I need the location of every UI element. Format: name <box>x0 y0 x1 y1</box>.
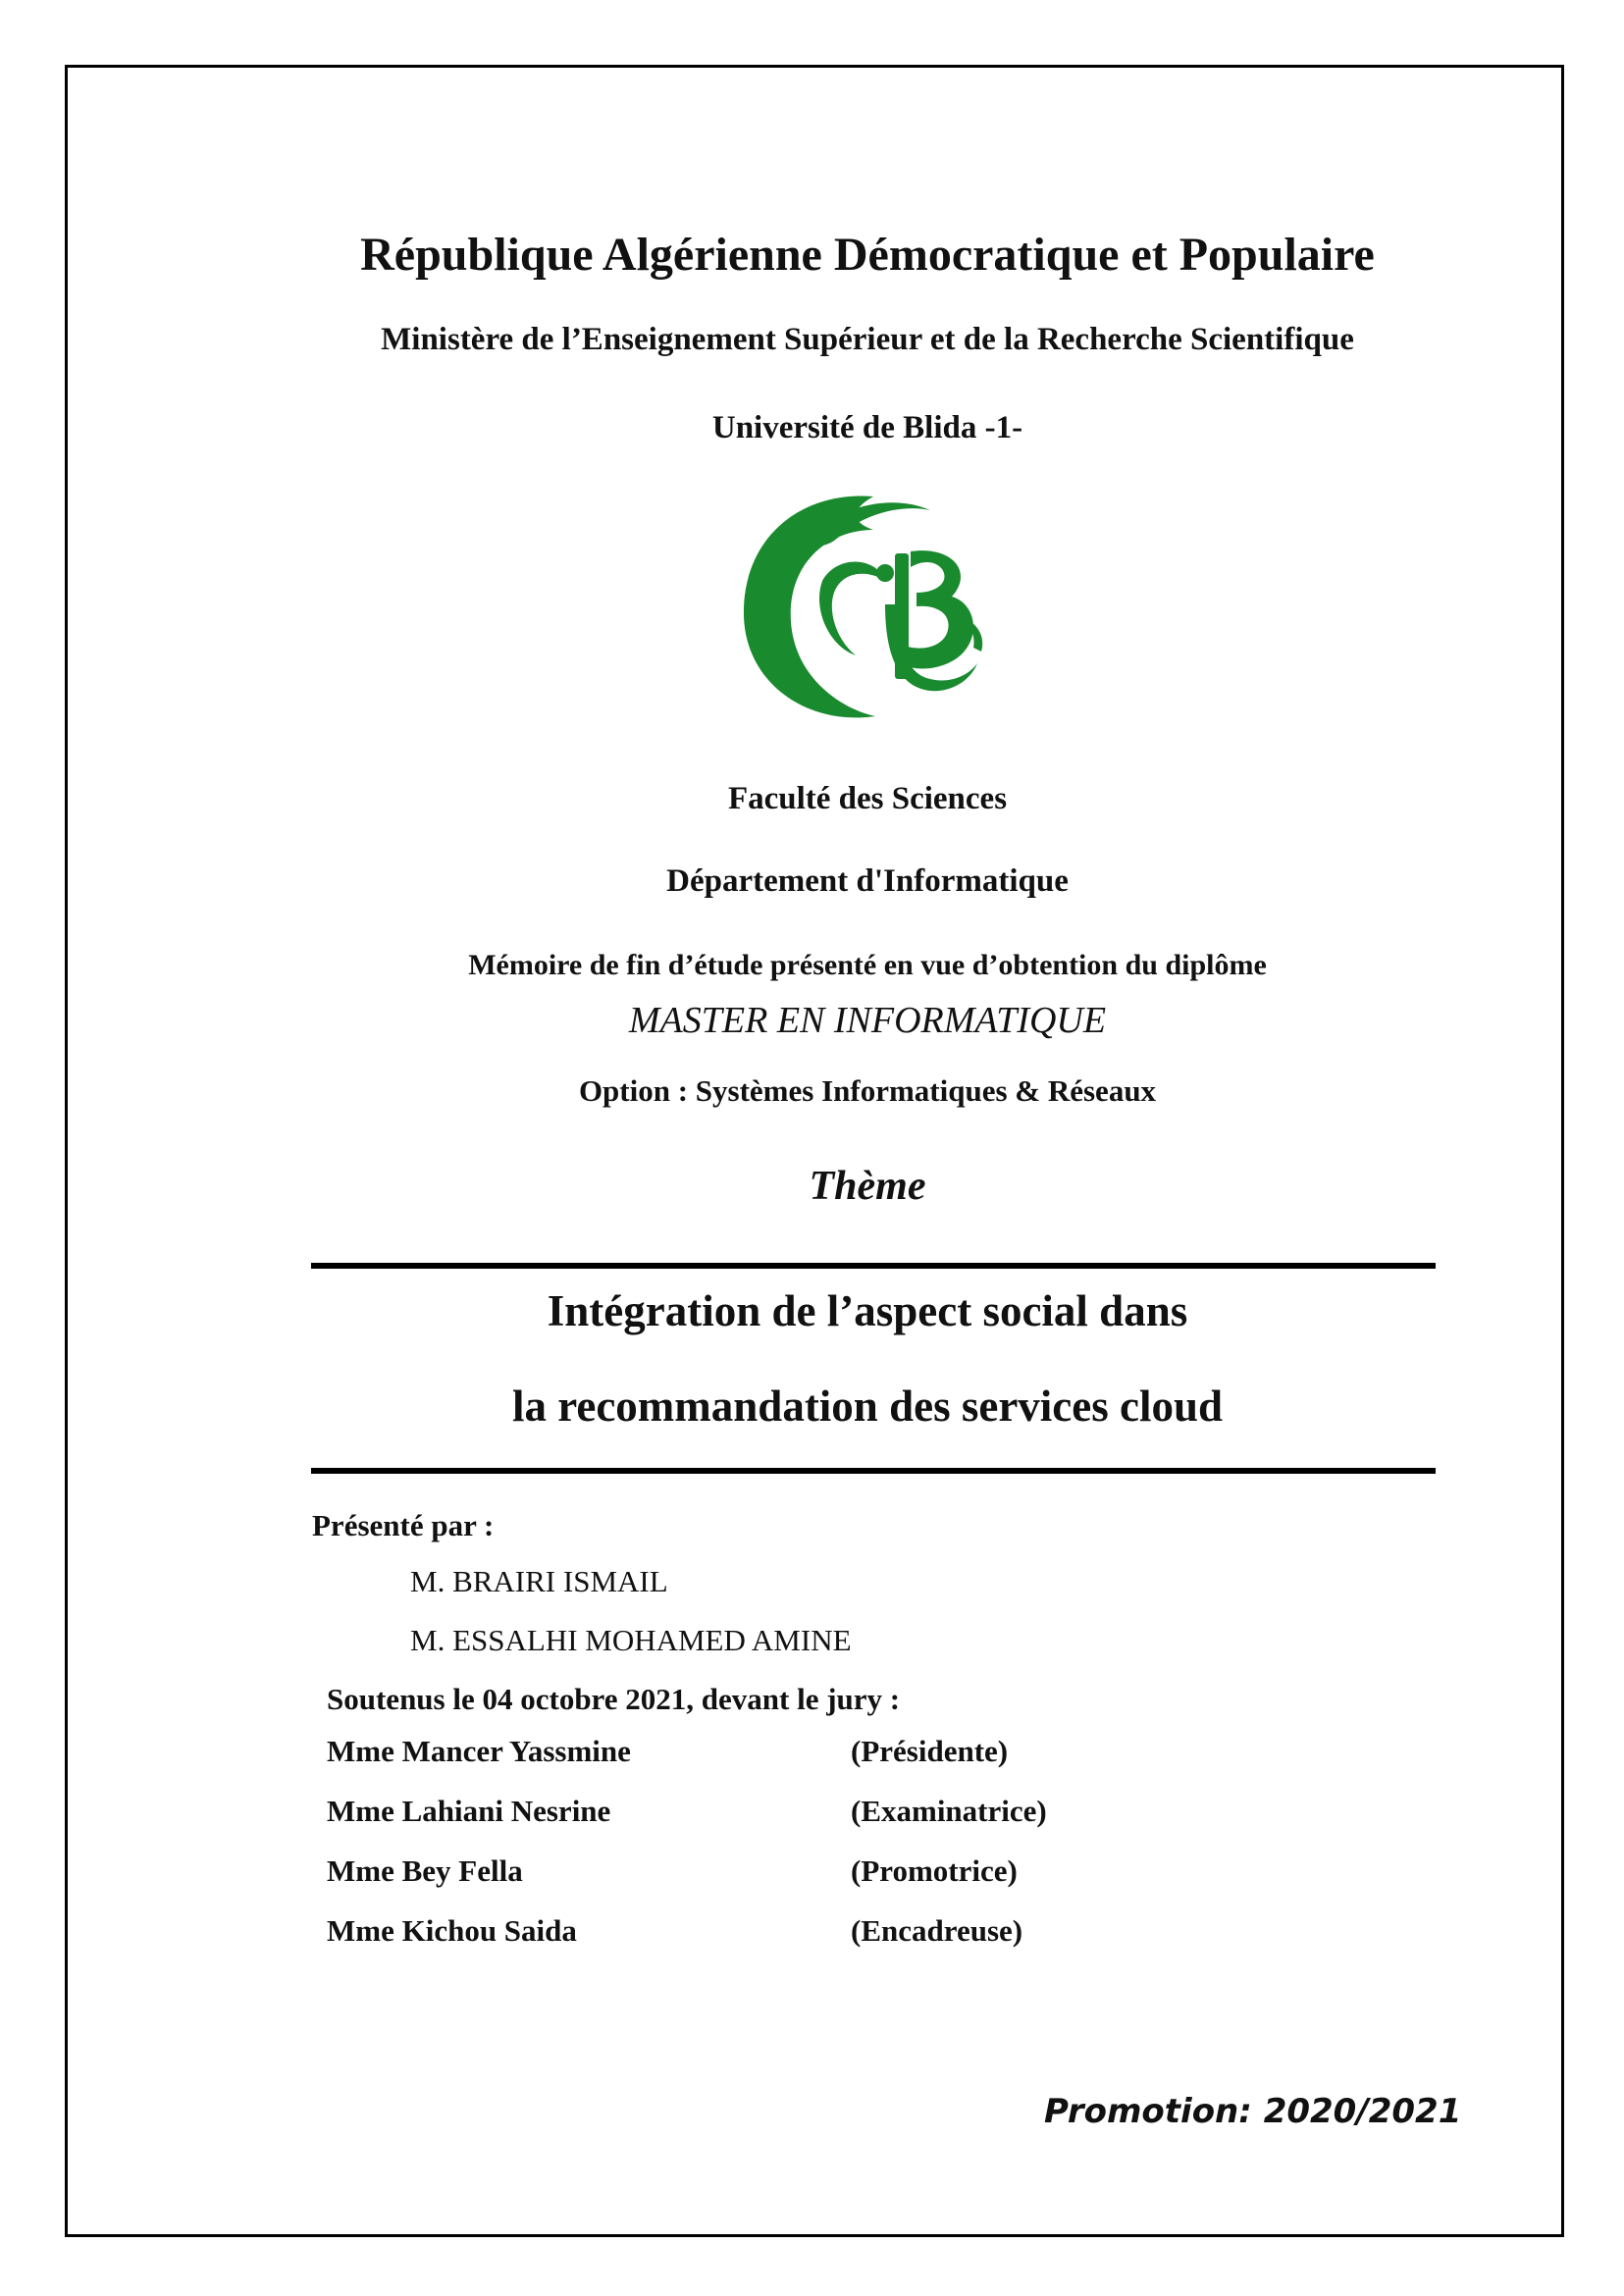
title-rule-top <box>311 1263 1436 1269</box>
jury-intro: Soutenus le 04 octobre 2021, devant le jury : <box>327 1682 901 1716</box>
republic-heading: République Algérienne Démocratique et Populaire <box>360 229 1375 281</box>
university-logo-icon <box>738 491 993 720</box>
jury-member-name: Mme Lahiani Nesrine <box>327 1794 611 1828</box>
thesis-title-line2: la recommandation des services cloud <box>511 1382 1224 1431</box>
university-heading: Université de Blida -1- <box>711 410 1023 445</box>
jury-member-role: (Promotrice) <box>851 1853 1018 1888</box>
promotion-year: Promotion: 2020/2021 <box>1044 2092 1462 2131</box>
department-heading: Département d'Informatique <box>666 863 1069 899</box>
thesis-title-line1: Intégration de l’aspect social dans <box>547 1286 1188 1335</box>
faculty-heading: Faculté des Sciences <box>727 781 1008 816</box>
title-rule-bottom <box>311 1468 1436 1474</box>
jury-member-role: (Présidente) <box>851 1734 1009 1768</box>
memoire-statement: Mémoire de fin d’étude présenté en vue d’obtention du diplôme <box>468 949 1267 981</box>
presented-by-label: Présenté par : <box>312 1508 495 1542</box>
ministry-heading: Ministère de l’Enseignement Supérieur et de la Recherche Scientifique <box>381 322 1354 357</box>
theme-label: Thème <box>809 1164 926 1209</box>
jury-member-name: Mme Bey Fella <box>327 1853 523 1888</box>
student-name: M. ESSALHI MOHAMED AMINE <box>410 1623 852 1657</box>
student-name: M. BRAIRI ISMAIL <box>410 1564 668 1598</box>
jury-member-role: (Examinatrice) <box>851 1794 1047 1828</box>
jury-member-name: Mme Mancer Yassmine <box>327 1734 631 1768</box>
jury-member-role: (Encadreuse) <box>851 1913 1023 1948</box>
page-border <box>65 65 1564 2237</box>
jury-member-name: Mme Kichou Saida <box>327 1913 577 1948</box>
degree-option: Option : Systèmes Informatiques & Réseaux <box>578 1073 1157 1108</box>
degree-title: MASTER EN INFORMATIQUE <box>628 1000 1107 1041</box>
